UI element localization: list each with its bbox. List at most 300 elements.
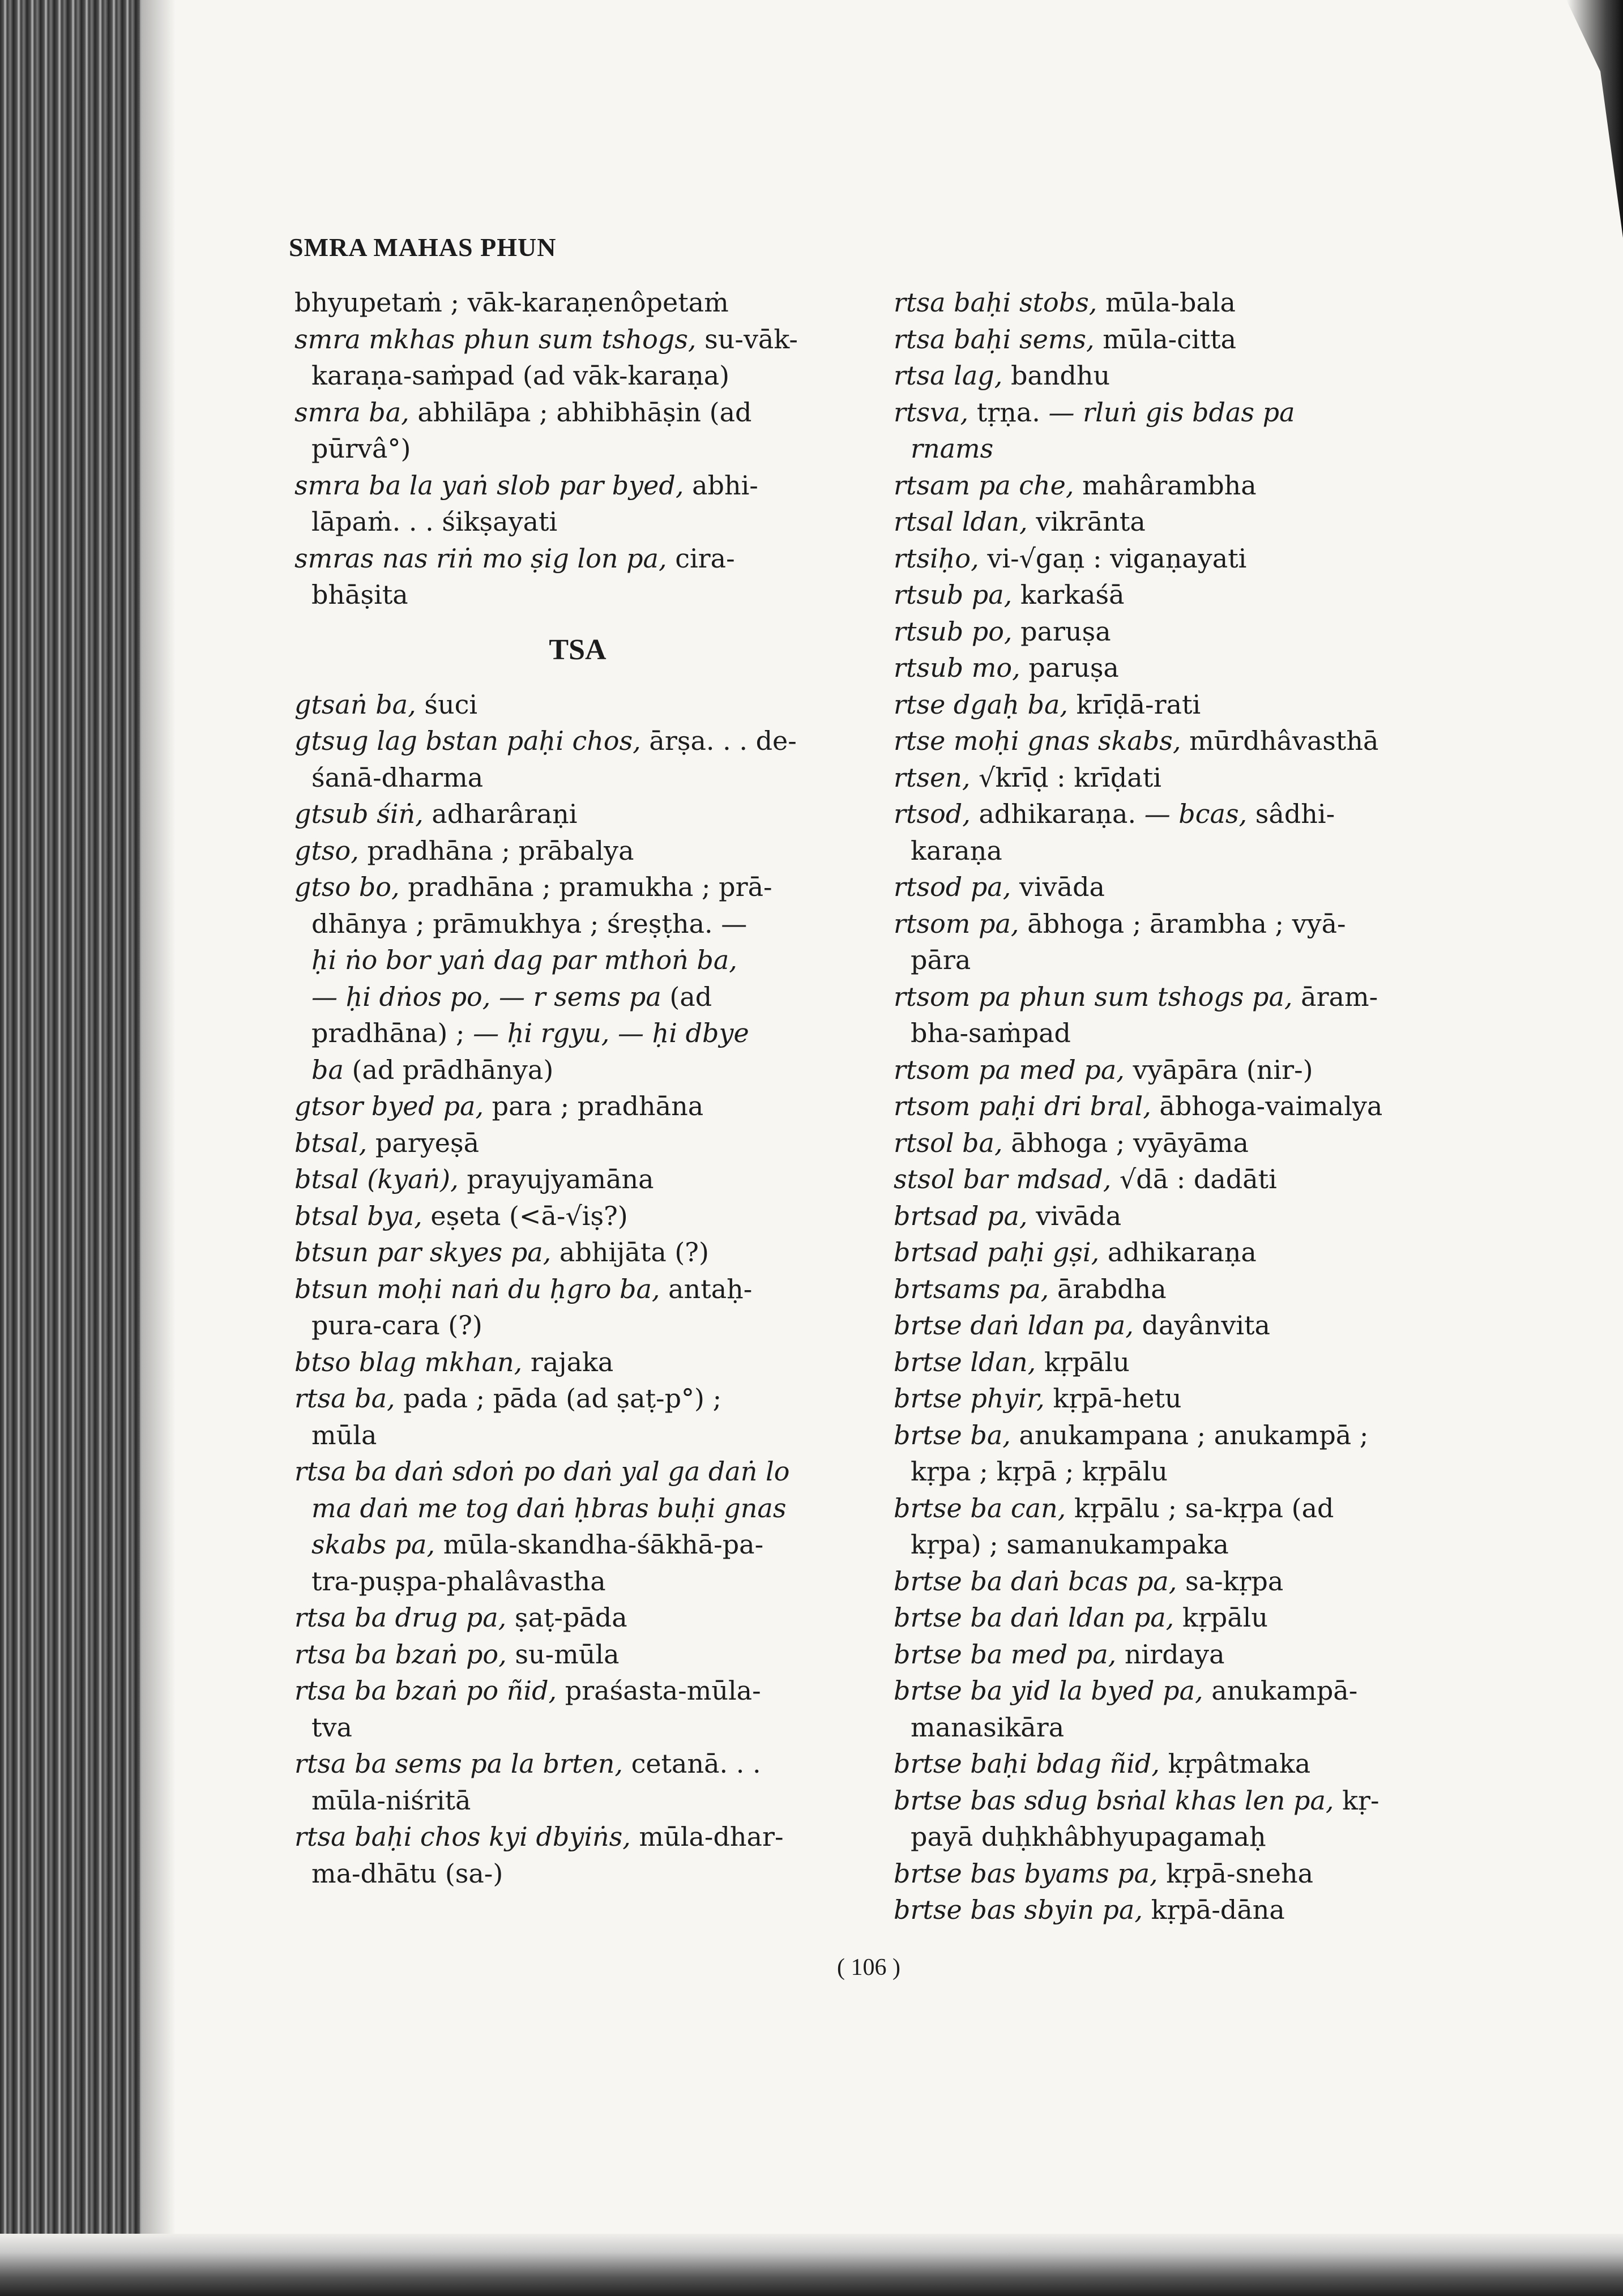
tibetan-headword: brtse daṅ ldan pa, (894, 1310, 1134, 1341)
entry-line (294, 796, 861, 833)
sanskrit-gloss: bhāṣita (311, 579, 408, 610)
entry-line (294, 1526, 861, 1563)
entry-line (894, 942, 1460, 979)
sanskrit-gloss: vi-√gaṇ : vigaṇayati (979, 543, 1247, 574)
book-binding (0, 0, 142, 2296)
sanskrit-gloss: mūla-bala (1097, 287, 1236, 318)
dictionary-entry (894, 1855, 1460, 1892)
entry-line (294, 357, 861, 394)
dictionary-entry (894, 540, 1460, 577)
entry-line (894, 1709, 1460, 1746)
tibetan-headword: brtse bas byams pa, (894, 1858, 1158, 1889)
entry-line (294, 1088, 861, 1125)
sanskrit-gloss: pura-cara (?) (311, 1310, 482, 1341)
tibetan-headword: smra mkhas phun sum tshogs, (294, 323, 697, 355)
tibetan-headword: rtsod, (894, 799, 971, 829)
dictionary-entry (294, 1380, 861, 1453)
entry-line (894, 1453, 1460, 1490)
sanskrit-gloss: antaḥ- (660, 1273, 753, 1304)
entry-line (294, 503, 861, 540)
dictionary-entry (894, 467, 1460, 504)
entry-line (294, 1709, 861, 1746)
entry-line (294, 1271, 861, 1308)
dictionary-entry (294, 1672, 861, 1746)
sanskrit-gloss: mūla-skandha-śākhā-pa- (435, 1529, 764, 1560)
tibetan-headword: rtsa ba drug pa, (294, 1602, 507, 1633)
entry-line (294, 1344, 861, 1381)
sanskrit-gloss: ma-dhātu (sa-) (311, 1858, 503, 1889)
entry-line (894, 1015, 1460, 1052)
entry-line (294, 394, 861, 431)
dictionary-entry (894, 796, 1460, 869)
sanskrit-gloss: karaṇa (911, 835, 1002, 866)
entry-line (894, 1636, 1460, 1673)
sanskrit-gloss: ābhoga ; vyāyāma (1002, 1127, 1249, 1158)
dictionary-entry (894, 723, 1460, 759)
entry-line (894, 906, 1460, 942)
entry-line (294, 759, 861, 796)
tibetan-headword: gtso, (294, 835, 359, 866)
sanskrit-gloss: √dā : dadāti (1111, 1164, 1277, 1194)
dictionary-entry (894, 1380, 1460, 1417)
sanskrit-gloss: pradhāna) ; (311, 1018, 473, 1048)
dictionary-entry (894, 906, 1460, 979)
sanskrit-gloss: rajaka (522, 1346, 614, 1377)
sanskrit-gloss: mūrdhâvasthā (1181, 725, 1379, 756)
entry-line (294, 869, 861, 906)
tibetan-headword: rtsub pa, (894, 579, 1013, 610)
entry-line (294, 1599, 861, 1636)
dictionary-entry (294, 540, 861, 613)
tibetan-headword: btsal, (294, 1127, 368, 1158)
binding-shadow (142, 0, 176, 2296)
sanskrit-gloss: praśasta-mūla- (557, 1675, 761, 1706)
entry-line (894, 1380, 1460, 1417)
sanskrit-gloss: paryeṣā (367, 1127, 480, 1158)
dictionary-entry (294, 869, 861, 1088)
tibetan-headword: ma daṅ me tog daṅ ḥbras buḥi gnas (311, 1492, 787, 1523)
entry-line (294, 467, 861, 504)
entry-line (294, 1855, 861, 1892)
tibetan-headword: rtse moḥi gnas skabs, (894, 725, 1181, 756)
entry-line (894, 833, 1460, 869)
dictionary-entry (894, 357, 1460, 394)
sanskrit-gloss: karaṇa-saṁpad (ad vāk-karaṇa) (311, 360, 730, 391)
tibetan-headword: rtsub po, (894, 616, 1013, 647)
entry-line (894, 869, 1460, 906)
sanskrit-gloss: adhikaraṇa (1099, 1237, 1257, 1268)
tibetan-headword: brtse ba can, (894, 1492, 1066, 1523)
tibetan-headword: brtse ldan, (894, 1346, 1036, 1377)
sanskrit-gloss: krīḍā-rati (1067, 689, 1201, 720)
entry-line (894, 686, 1460, 723)
tibetan-headword: brtse bas sbyin pa, (894, 1894, 1143, 1925)
dictionary-entry (894, 321, 1460, 358)
entry-line (894, 503, 1460, 540)
entry-line (294, 1453, 861, 1490)
tibetan-headword: brtsad pa, (894, 1200, 1028, 1231)
tibetan-headword: brtse ba yid la byed pa, (894, 1675, 1203, 1706)
dictionary-entry (894, 394, 1460, 467)
entry-line (894, 1819, 1460, 1855)
sanskrit-gloss: nirdaya (1116, 1638, 1225, 1670)
tibetan-headword: — ḥi rgyu, — ḥi dbye (473, 1018, 749, 1048)
tibetan-headword: — bcas, (1144, 799, 1248, 829)
entry-line (894, 1892, 1460, 1928)
tibetan-headword: rtsa baḥi stobs, (894, 287, 1097, 318)
dictionary-entry (894, 686, 1460, 723)
entry-line (894, 1563, 1460, 1600)
sanskrit-gloss: vivāda (1027, 1200, 1122, 1231)
sanskrit-gloss: dhānya ; prāmukhya ; śreṣṭha. — (311, 908, 748, 939)
tibetan-headword: rtsiḥo, (894, 543, 979, 574)
tibetan-headword: rtsom pa phun sum tshogs pa, (894, 981, 1293, 1012)
dictionary-entry (294, 284, 861, 321)
entry-line (894, 1344, 1460, 1381)
dictionary-entry (894, 1563, 1460, 1600)
tibetan-headword: rtsa ba bzaṅ po ñid, (294, 1675, 557, 1706)
page-bottom-edge (0, 2234, 1623, 2296)
dictionary-entry (294, 686, 861, 723)
tibetan-headword: brtse ba daṅ bcas pa, (894, 1565, 1177, 1597)
entry-line (894, 1161, 1460, 1198)
tibetan-headword: brtsams pa, (894, 1273, 1049, 1304)
dictionary-entry (294, 1234, 861, 1271)
sanskrit-gloss: manasikāra (911, 1712, 1065, 1743)
entry-line (294, 1161, 861, 1198)
sanskrit-gloss: sa-kṛpa (1177, 1565, 1284, 1597)
tibetan-headword: brtse ba med pa, (894, 1638, 1117, 1670)
dictionary-entry (894, 1088, 1460, 1125)
dictionary-entry (294, 1453, 861, 1599)
sanskrit-gloss: śuci (416, 689, 478, 720)
tibetan-headword: — ḥi dṅos po, — r sems pa (311, 981, 661, 1012)
sanskrit-gloss: pāra (911, 945, 971, 975)
dictionary-entry (894, 1672, 1460, 1746)
dictionary-entry (894, 650, 1460, 686)
dictionary-entry (894, 1271, 1460, 1308)
entry-line (894, 1125, 1460, 1162)
tibetan-headword: rtsa ba bzaṅ po, (294, 1638, 507, 1670)
tibetan-headword: rtsa lag, (894, 360, 1003, 391)
sanskrit-gloss: (ad (661, 981, 712, 1012)
entry-line (894, 1234, 1460, 1271)
page-number: ( 106 ) (837, 1954, 900, 1981)
tibetan-headword: smra ba la yaṅ slob par byed, (294, 470, 684, 501)
entry-line (894, 796, 1460, 833)
dictionary-entry (894, 1161, 1460, 1198)
entry-line (294, 1052, 861, 1089)
sanskrit-gloss: kṛpa) ; samanukampaka (911, 1529, 1229, 1560)
tibetan-headword: rtse dgaḥ ba, (894, 689, 1068, 720)
sanskrit-gloss: abhi- (684, 470, 758, 501)
sanskrit-gloss: ābhoga ; ārambha ; vyā- (1019, 908, 1346, 939)
entry-line (294, 1746, 861, 1782)
tibetan-headword: skabs pa, (311, 1529, 435, 1560)
running-head: SMRA MAHAS PHUN (289, 233, 557, 262)
entry-line (294, 1380, 861, 1417)
sanskrit-gloss: ṣaṭ-pāda (506, 1602, 627, 1633)
entry-line (894, 1672, 1460, 1709)
right-column (894, 284, 1460, 1928)
tibetan-headword: rtsa baḥi sems, (894, 323, 1095, 355)
dictionary-entry (894, 1198, 1460, 1235)
entry-line (294, 1307, 861, 1344)
dictionary-entry (894, 869, 1460, 906)
entry-line (894, 979, 1460, 1015)
entry-line (894, 1271, 1460, 1308)
tibetan-headword: ḥi ṅo bor yaṅ dag par mthoṅ ba, (311, 945, 737, 975)
sanskrit-gloss: bha-saṁpad (911, 1018, 1071, 1048)
entry-line (294, 723, 861, 759)
dictionary-entry (894, 613, 1460, 650)
page-corner-shadow (1566, 0, 1623, 238)
entry-line (894, 1490, 1460, 1527)
entry-line (894, 759, 1460, 796)
dictionary-entry (894, 1636, 1460, 1673)
tibetan-headword: rnams (911, 433, 994, 464)
tibetan-headword: rtsom pa med pa, (894, 1054, 1125, 1085)
entry-line (294, 942, 861, 979)
sanskrit-gloss: mahârambha (1074, 470, 1257, 501)
entry-line (894, 1746, 1460, 1782)
dictionary-entry (294, 833, 861, 869)
entry-line (894, 394, 1460, 431)
sanskrit-gloss: vivāda (1011, 872, 1105, 902)
sanskrit-gloss: anukampana ; anukampā ; (1010, 1419, 1369, 1450)
sanskrit-gloss: kṛpa ; kṛpā ; kṛpālu (911, 1456, 1168, 1487)
sanskrit-gloss: pūrvâ°) (311, 433, 411, 464)
dictionary-entry (894, 503, 1460, 540)
sanskrit-gloss: su-mūla (506, 1638, 620, 1670)
dictionary-entry (294, 1125, 861, 1162)
dictionary-entry (894, 284, 1460, 321)
dictionary-entry (894, 1892, 1460, 1928)
section-heading: TSA (549, 633, 607, 666)
sanskrit-gloss: tva (311, 1712, 352, 1743)
dictionary-entry (294, 1161, 861, 1198)
entry-line (294, 686, 861, 723)
dictionary-entry (294, 1599, 861, 1636)
dictionary-entry (894, 1052, 1460, 1089)
entry-line (894, 1855, 1460, 1892)
entry-line (894, 321, 1460, 358)
tibetan-headword: smras nas riṅ mo ṣig lon pa, (294, 543, 667, 574)
entry-line (294, 833, 861, 869)
sanskrit-gloss: lāpaṁ. . . śikṣayati (311, 506, 558, 537)
sanskrit-gloss: kṛpā-sneha (1158, 1858, 1314, 1889)
tibetan-headword: gtso bo, (294, 872, 400, 902)
entry-line (894, 1088, 1460, 1125)
sanskrit-gloss: mūla-niśritā (311, 1785, 471, 1816)
entry-line (894, 1526, 1460, 1563)
dictionary-entry (294, 1271, 861, 1344)
entry-line (294, 1563, 861, 1600)
dictionary-entry (294, 796, 861, 833)
entry-line (294, 1782, 861, 1819)
sanskrit-gloss: √krīḍ : krīḍati (970, 762, 1161, 793)
entry-line (294, 979, 861, 1015)
dictionary-entry (294, 1198, 861, 1235)
entry-line (294, 1417, 861, 1454)
dictionary-entry (294, 1088, 861, 1125)
left-column (294, 284, 861, 1892)
sanskrit-gloss: ārṣa. . . de- (640, 725, 797, 756)
dictionary-entry (294, 394, 861, 467)
entry-line (294, 906, 861, 942)
sanskrit-gloss: pradhāna ; pramukha ; prā- (399, 872, 772, 902)
dictionary-entry (294, 723, 861, 796)
sanskrit-gloss: kṛpālu (1174, 1602, 1268, 1633)
sanskrit-gloss: para ; pradhāna (484, 1091, 704, 1121)
tibetan-headword: rtsen, (894, 762, 971, 793)
tibetan-headword: btsal (kyaṅ), (294, 1164, 459, 1194)
sanskrit-gloss: cira- (667, 543, 735, 574)
tibetan-headword: rtsa ba, (294, 1383, 395, 1414)
sanskrit-gloss: abhilāpa ; abhibhāṣin (ad (409, 396, 752, 428)
sanskrit-gloss: paruṣa (1020, 652, 1119, 683)
sanskrit-gloss: vyāpāra (nir-) (1124, 1054, 1313, 1085)
dictionary-entry (894, 1125, 1460, 1162)
entry-line (294, 577, 861, 613)
entry-line (894, 650, 1460, 686)
entry-line (894, 1782, 1460, 1819)
sanskrit-gloss: ārabdha (1049, 1273, 1167, 1304)
dictionary-entry (894, 1344, 1460, 1381)
sanskrit-gloss: pradhāna ; prābalya (358, 835, 634, 866)
dictionary-entry (294, 1636, 861, 1673)
entry-line (894, 430, 1460, 467)
tibetan-headword: rtsom pa, (894, 908, 1019, 939)
sanskrit-gloss: bandhu (1002, 360, 1111, 391)
tibetan-headword: brtse phyir, (894, 1383, 1045, 1414)
entry-line (894, 284, 1460, 321)
entry-line (294, 1234, 861, 1271)
sanskrit-gloss: kṛ- (1334, 1785, 1379, 1816)
entry-line (294, 1819, 861, 1855)
dictionary-entry (894, 1234, 1460, 1271)
tibetan-headword: ba (311, 1054, 344, 1085)
sanskrit-gloss: kṛpā-dāna (1142, 1894, 1285, 1925)
entry-line (894, 1599, 1460, 1636)
tibetan-headword: — rluṅ gis bdas pa (1048, 396, 1295, 428)
sanskrit-gloss: karkaśā (1012, 579, 1125, 610)
sanskrit-gloss: paruṣa (1012, 616, 1111, 647)
tibetan-headword: rtsam pa che, (894, 470, 1074, 501)
dictionary-entry (294, 321, 861, 394)
dictionary-entry (894, 1782, 1460, 1855)
sanskrit-gloss: tra-puṣpa-phalâvastha (311, 1565, 606, 1597)
entry-line (294, 1636, 861, 1673)
entry-line (294, 1125, 861, 1162)
entry-line (894, 1307, 1460, 1344)
tibetan-headword: btso blag mkhan, (294, 1346, 523, 1377)
tibetan-headword: btsal bya, (294, 1200, 422, 1231)
dictionary-entry (894, 1746, 1460, 1782)
entry-line (894, 1198, 1460, 1235)
dictionary-entry (894, 979, 1460, 1052)
entry-line (894, 1052, 1460, 1089)
sanskrit-gloss: adharâraṇi (423, 799, 578, 829)
entry-line (294, 1015, 861, 1052)
tibetan-headword: gtsaṅ ba, (294, 689, 416, 720)
entry-line (294, 1672, 861, 1709)
sanskrit-gloss: tṛṇa. (968, 396, 1049, 428)
tibetan-headword: brtse ba daṅ ldan pa, (894, 1602, 1174, 1633)
sanskrit-gloss: adhikaraṇa. (970, 799, 1144, 829)
tibetan-headword: gtsor byed pa, (294, 1091, 484, 1121)
tibetan-headword: brtse baḥi bdag ñid, (894, 1748, 1160, 1779)
sanskrit-gloss: kṛpālu (1036, 1346, 1130, 1377)
entry-line (294, 540, 861, 577)
dictionary-entry (894, 1417, 1460, 1490)
sanskrit-gloss: prayujyamāna (458, 1164, 654, 1194)
entry-line (894, 577, 1460, 613)
tibetan-headword: stsol bar mdsad, (894, 1164, 1112, 1194)
sanskrit-gloss: (ad prādhānya) (343, 1054, 554, 1085)
tibetan-headword: rtsa ba daṅ sdoṅ po daṅ yal ga daṅ lo (294, 1456, 790, 1487)
entry-line (894, 613, 1460, 650)
sanskrit-gloss: kṛpā-hetu (1044, 1383, 1182, 1414)
entry-line (894, 357, 1460, 394)
entry-line (294, 321, 861, 358)
sanskrit-gloss: mūla-dhar- (630, 1821, 784, 1852)
sanskrit-gloss: mūla (311, 1419, 377, 1450)
dictionary-entry (894, 1599, 1460, 1636)
sanskrit-gloss: sâdhi- (1247, 799, 1335, 829)
entry-line (894, 723, 1460, 759)
sanskrit-gloss: cetanā. . . (622, 1748, 761, 1779)
tibetan-headword: rtsom paḥi dri bral, (894, 1091, 1151, 1121)
sanskrit-gloss: ābhoga-vaimalya (1151, 1091, 1383, 1121)
sanskrit-gloss: pada ; pāda (ad ṣaṭ-p°) ; (395, 1383, 722, 1414)
tibetan-headword: btsun moḥi naṅ du ḥgro ba, (294, 1273, 660, 1304)
sanskrit-gloss: payā duḥkhâbhyupagamaḥ (911, 1821, 1266, 1852)
sanskrit-gloss: āram- (1292, 981, 1378, 1012)
sanskrit-gloss: anukampā- (1203, 1675, 1358, 1706)
tibetan-headword: rtsa ba sems pa la brten, (294, 1748, 623, 1779)
dictionary-entry (894, 1307, 1460, 1344)
tibetan-headword: rtsub mo, (894, 652, 1020, 683)
dictionary-entry (294, 1344, 861, 1381)
dictionary-entry (894, 577, 1460, 613)
dictionary-entry (894, 1490, 1460, 1563)
sanskrit-gloss: dayânvita (1133, 1310, 1270, 1341)
dictionary-entry (294, 1746, 861, 1819)
entry-line (894, 467, 1460, 504)
sanskrit-gloss: śanā-dharma (311, 762, 484, 793)
tibetan-headword: rtsa baḥi chos kyi dbyiṅs, (294, 1821, 631, 1852)
entry-line (294, 1490, 861, 1527)
sanskrit-gloss: vikrānta (1027, 506, 1146, 537)
tibetan-headword: brtse ba, (894, 1419, 1011, 1450)
entry-line (294, 1198, 861, 1235)
tibetan-headword: brtsad paḥi gṣi, (894, 1237, 1100, 1268)
tibetan-headword: rtsal ldan, (894, 506, 1028, 537)
sanskrit-gloss: bhyupetaṁ ; vāk-karaṇenôpetaṁ (294, 287, 729, 318)
entry-line (294, 430, 861, 467)
sanskrit-gloss: eṣeta (<ā-√iṣ?) (422, 1200, 628, 1231)
tibetan-headword: brtse bas sdug bsṅal khas len pa, (894, 1785, 1334, 1816)
dictionary-entry (294, 1819, 861, 1892)
tibetan-headword: smra ba, (294, 396, 409, 428)
tibetan-headword: rtsod pa, (894, 872, 1011, 902)
entry-line (894, 540, 1460, 577)
entry-line (294, 284, 861, 321)
tibetan-headword: btsun par skyes pa, (294, 1237, 552, 1268)
tibetan-headword: rtsva, (894, 396, 969, 428)
sanskrit-gloss: kṛpâtmaka (1160, 1748, 1311, 1779)
